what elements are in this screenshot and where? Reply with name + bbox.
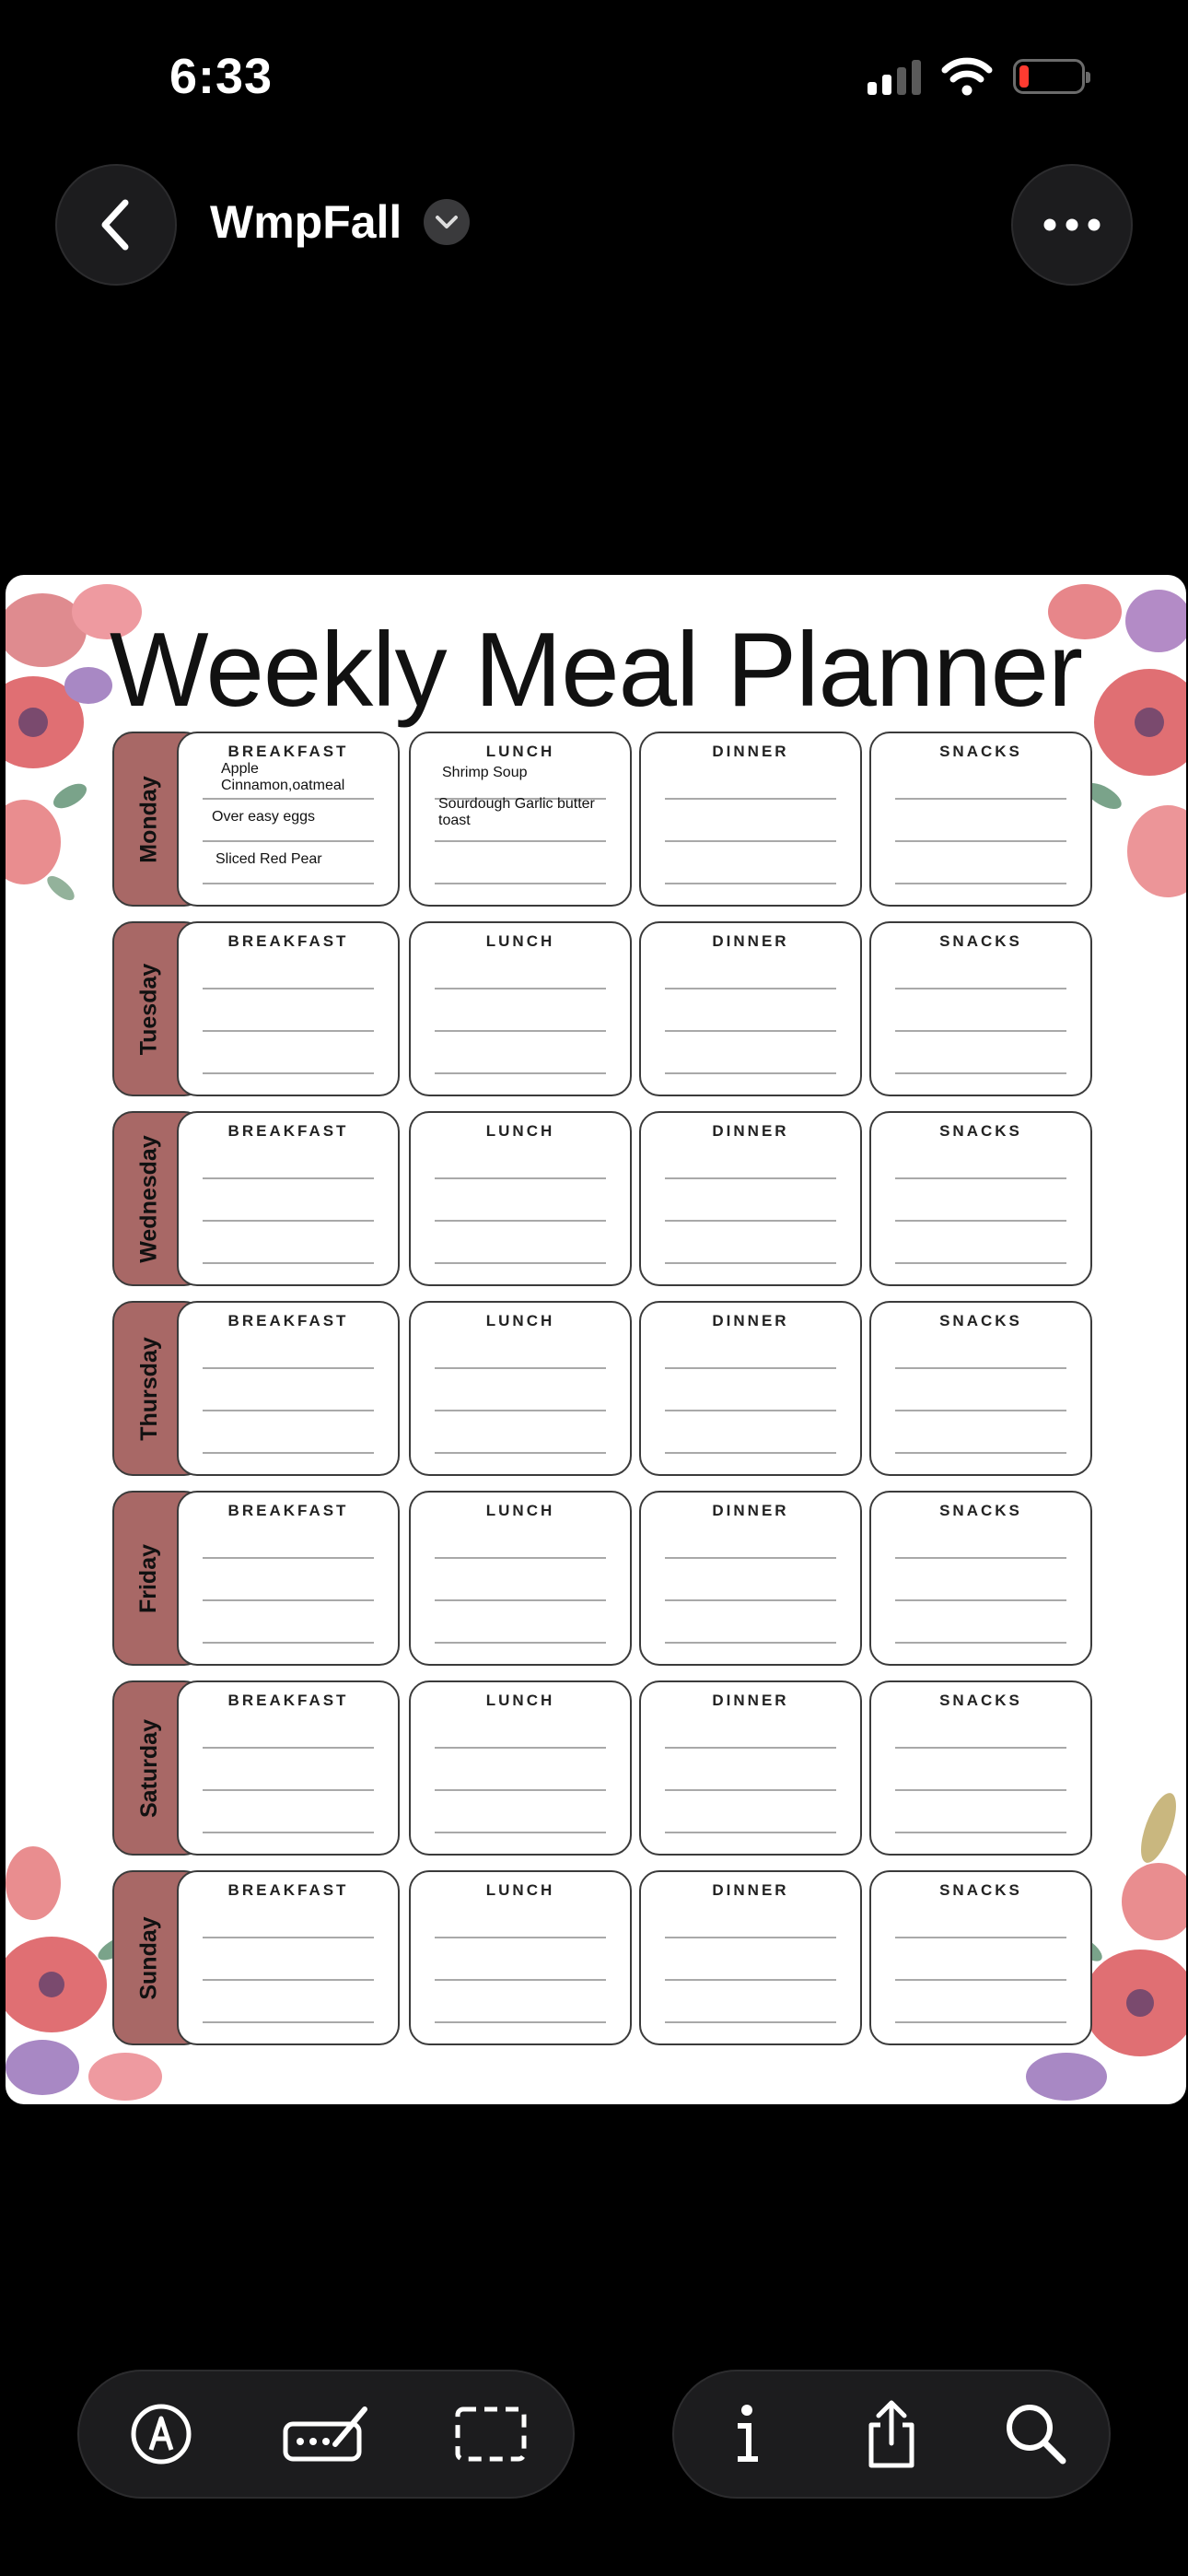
writing-line	[435, 1642, 606, 1644]
meal-cell-dinner	[639, 1301, 862, 1476]
meal-header: SNACKS	[939, 1692, 1022, 1709]
markup-icon	[129, 2402, 193, 2466]
day-name: Tuesday	[135, 963, 162, 1055]
action-toolbar	[672, 2370, 1111, 2499]
meal-cell-breakfast	[177, 1491, 400, 1666]
writing-line	[895, 883, 1066, 884]
meal-cell-dinner	[639, 1680, 862, 1856]
day-label	[112, 1680, 186, 1856]
writing-line	[203, 1747, 374, 1749]
meal-header: LUNCH	[485, 743, 555, 760]
meal-header: LUNCH	[485, 1312, 555, 1329]
writing-line	[895, 1979, 1066, 1981]
writing-line	[665, 798, 836, 800]
writing-line	[895, 798, 1066, 800]
day-row-sunday	[107, 1870, 1092, 2049]
writing-line	[665, 1642, 836, 1644]
meal-header: DINNER	[712, 1122, 789, 1140]
edit-toolbar	[77, 2370, 575, 2499]
meal-cell-breakfast	[177, 1870, 400, 2045]
writing-line	[895, 1410, 1066, 1411]
writing-line	[895, 1220, 1066, 1222]
meal-cell-snacks	[869, 1301, 1092, 1476]
writing-line	[665, 883, 836, 884]
meal-header: SNACKS	[939, 1502, 1022, 1519]
day-label	[112, 1870, 186, 2045]
writing-line	[203, 1220, 374, 1222]
writing-line	[665, 1937, 836, 1938]
writing-line	[665, 1557, 836, 1559]
more-button[interactable]	[1011, 164, 1133, 286]
meal-header: BREAKFAST	[227, 932, 349, 950]
share-icon	[864, 2399, 919, 2469]
writing-line	[203, 798, 374, 800]
search-button[interactable]	[990, 2388, 1082, 2480]
wifi-icon	[941, 57, 993, 96]
writing-line	[665, 1030, 836, 1032]
writing-line	[895, 1599, 1066, 1601]
info-icon	[728, 2402, 765, 2466]
status-icons	[868, 57, 1085, 96]
writing-line	[435, 1410, 606, 1411]
meal-cell-dinner	[639, 921, 862, 1096]
writing-line	[203, 1789, 374, 1791]
meal-header: LUNCH	[485, 932, 555, 950]
writing-line	[203, 1599, 374, 1601]
writing-line	[203, 1642, 374, 1644]
writing-line	[665, 1979, 836, 1981]
writing-line	[435, 840, 606, 842]
writing-line	[895, 2021, 1066, 2023]
meal-header: SNACKS	[939, 1312, 1022, 1329]
writing-line	[435, 1747, 606, 1749]
writing-line	[435, 883, 606, 884]
meal-header: BREAKFAST	[227, 1502, 349, 1519]
writing-line	[203, 840, 374, 842]
meal-grid	[107, 732, 1092, 2060]
meal-cell-breakfast	[177, 1680, 400, 1856]
meal-header: LUNCH	[485, 1692, 555, 1709]
meal-entry: Over easy eggs	[212, 809, 316, 825]
meal-cell-breakfast	[177, 732, 400, 907]
writing-line	[665, 1832, 836, 1833]
meal-header: BREAKFAST	[227, 743, 349, 760]
meal-header: SNACKS	[939, 1122, 1022, 1140]
meal-entry: Apple Cinnamon,oatmeal	[221, 761, 345, 793]
meal-header: DINNER	[712, 932, 789, 950]
writing-line	[665, 1262, 836, 1264]
day-row-wednesday	[107, 1111, 1092, 1290]
select-region-button[interactable]	[445, 2388, 537, 2480]
writing-line	[203, 1367, 374, 1369]
writing-line	[895, 1072, 1066, 1074]
cellular-signal-icon	[868, 58, 921, 95]
writing-line	[203, 1410, 374, 1411]
back-button[interactable]	[55, 164, 177, 286]
meal-planner-image[interactable]	[6, 575, 1186, 2104]
meal-cell-lunch	[409, 921, 632, 1096]
writing-line	[665, 988, 836, 989]
meal-entry: Sliced Red Pear	[215, 851, 322, 867]
writing-line	[435, 2021, 606, 2023]
writing-line	[665, 1410, 836, 1411]
info-button[interactable]	[701, 2388, 793, 2480]
writing-line	[895, 1832, 1066, 1833]
meal-header: DINNER	[712, 1881, 789, 1899]
day-name: Friday	[135, 1543, 162, 1613]
meal-header: LUNCH	[485, 1502, 555, 1519]
writing-line	[435, 988, 606, 989]
chevron-left-icon	[98, 197, 134, 252]
day-row-monday	[107, 732, 1092, 910]
writing-line	[203, 1177, 374, 1179]
writing-line	[435, 1177, 606, 1179]
signature-button[interactable]	[280, 2388, 372, 2480]
meal-entry: Sourdough Garlic butter toast	[438, 796, 595, 828]
writing-line	[435, 1789, 606, 1791]
writing-line	[665, 1177, 836, 1179]
day-row-thursday	[107, 1301, 1092, 1480]
writing-line	[895, 1367, 1066, 1369]
writing-line	[435, 1030, 606, 1032]
writing-line	[665, 1220, 836, 1222]
select-region-icon	[454, 2406, 528, 2463]
writing-line	[203, 1557, 374, 1559]
writing-line	[895, 1452, 1066, 1454]
meal-cell-lunch	[409, 1870, 632, 2045]
meal-header: LUNCH	[485, 1881, 555, 1899]
writing-line	[435, 1072, 606, 1074]
meal-cell-dinner	[639, 1491, 862, 1666]
meal-cell-snacks	[869, 921, 1092, 1096]
writing-line	[203, 1030, 374, 1032]
writing-line	[895, 1557, 1066, 1559]
meal-header: DINNER	[712, 1502, 789, 1519]
autofill-signature-icon	[280, 2402, 372, 2466]
writing-line	[895, 1177, 1066, 1179]
writing-line	[435, 1599, 606, 1601]
writing-line	[895, 1030, 1066, 1032]
album-title: WmpFall	[210, 196, 402, 248]
writing-line	[665, 1072, 836, 1074]
writing-line	[895, 988, 1066, 989]
meal-cell-breakfast	[177, 1301, 400, 1476]
ellipsis-icon	[1042, 217, 1101, 232]
album-title-menu[interactable]	[210, 195, 470, 249]
day-name: Sunday	[135, 1915, 162, 2000]
writing-line	[435, 1979, 606, 1981]
day-name: Monday	[135, 775, 162, 863]
writing-line	[435, 1937, 606, 1938]
day-label	[112, 1491, 186, 1666]
writing-line	[895, 1937, 1066, 1938]
writing-line	[665, 1747, 836, 1749]
writing-line	[665, 1452, 836, 1454]
writing-line	[203, 1072, 374, 1074]
meal-cell-snacks	[869, 1870, 1092, 2045]
status-time: 6:33	[169, 49, 274, 104]
meal-header: BREAKFAST	[227, 1692, 349, 1709]
writing-line	[665, 1599, 836, 1601]
writing-line	[435, 1452, 606, 1454]
search-icon	[1004, 2402, 1068, 2466]
writing-line	[895, 1789, 1066, 1791]
meal-header: DINNER	[712, 1692, 789, 1709]
meal-cell-lunch	[409, 1491, 632, 1666]
chevron-down-icon	[424, 199, 470, 245]
writing-line	[895, 1262, 1066, 1264]
day-label	[112, 1111, 186, 1286]
writing-line	[203, 1262, 374, 1264]
writing-line	[435, 1557, 606, 1559]
writing-line	[435, 1367, 606, 1369]
writing-line	[203, 1979, 374, 1981]
writing-line	[895, 840, 1066, 842]
meal-header: SNACKS	[939, 1881, 1022, 1899]
writing-line	[203, 1452, 374, 1454]
meal-header: LUNCH	[485, 1122, 555, 1140]
writing-line	[435, 1262, 606, 1264]
day-row-friday	[107, 1491, 1092, 1669]
writing-line	[203, 2021, 374, 2023]
meal-header: BREAKFAST	[227, 1312, 349, 1329]
writing-line	[203, 988, 374, 989]
writing-line	[665, 840, 836, 842]
writing-line	[665, 1367, 836, 1369]
writing-line	[203, 1832, 374, 1833]
markup-button[interactable]	[115, 2388, 207, 2480]
meal-cell-snacks	[869, 1111, 1092, 1286]
writing-line	[895, 1747, 1066, 1749]
meal-header: DINNER	[712, 1312, 789, 1329]
meal-cell-breakfast	[177, 921, 400, 1096]
day-name: Saturday	[135, 1718, 162, 1818]
planner-title: Weekly Meal Planner	[109, 612, 1083, 729]
writing-line	[435, 1220, 606, 1222]
meal-cell-dinner	[639, 1870, 862, 2045]
writing-line	[435, 1832, 606, 1833]
meal-header: BREAKFAST	[227, 1122, 349, 1140]
writing-line	[203, 1937, 374, 1938]
writing-line	[665, 2021, 836, 2023]
share-button[interactable]	[845, 2388, 938, 2480]
day-name: Thursday	[135, 1336, 162, 1441]
writing-line	[895, 1642, 1066, 1644]
meal-header: BREAKFAST	[227, 1881, 349, 1899]
meal-header: DINNER	[712, 743, 789, 760]
meal-cell-snacks	[869, 1491, 1092, 1666]
day-name: Wednesday	[135, 1134, 162, 1263]
day-label	[112, 732, 186, 907]
meal-cell-lunch	[409, 1301, 632, 1476]
meal-cell-dinner	[639, 1111, 862, 1286]
meal-cell-breakfast	[177, 1111, 400, 1286]
writing-line	[665, 1789, 836, 1791]
writing-line	[203, 883, 374, 884]
meal-cell-snacks	[869, 1680, 1092, 1856]
day-label	[112, 921, 186, 1096]
day-row-tuesday	[107, 921, 1092, 1100]
meal-header: SNACKS	[939, 743, 1022, 760]
meal-entry: Shrimp Soup	[442, 765, 528, 780]
meal-cell-lunch	[409, 1111, 632, 1286]
meal-header: SNACKS	[939, 932, 1022, 950]
battery-icon	[1013, 59, 1085, 94]
day-row-saturday	[107, 1680, 1092, 1859]
meal-cell-snacks	[869, 732, 1092, 907]
meal-cell-dinner	[639, 732, 862, 907]
meal-cell-lunch	[409, 732, 632, 907]
day-label	[112, 1301, 186, 1476]
meal-cell-lunch	[409, 1680, 632, 1856]
